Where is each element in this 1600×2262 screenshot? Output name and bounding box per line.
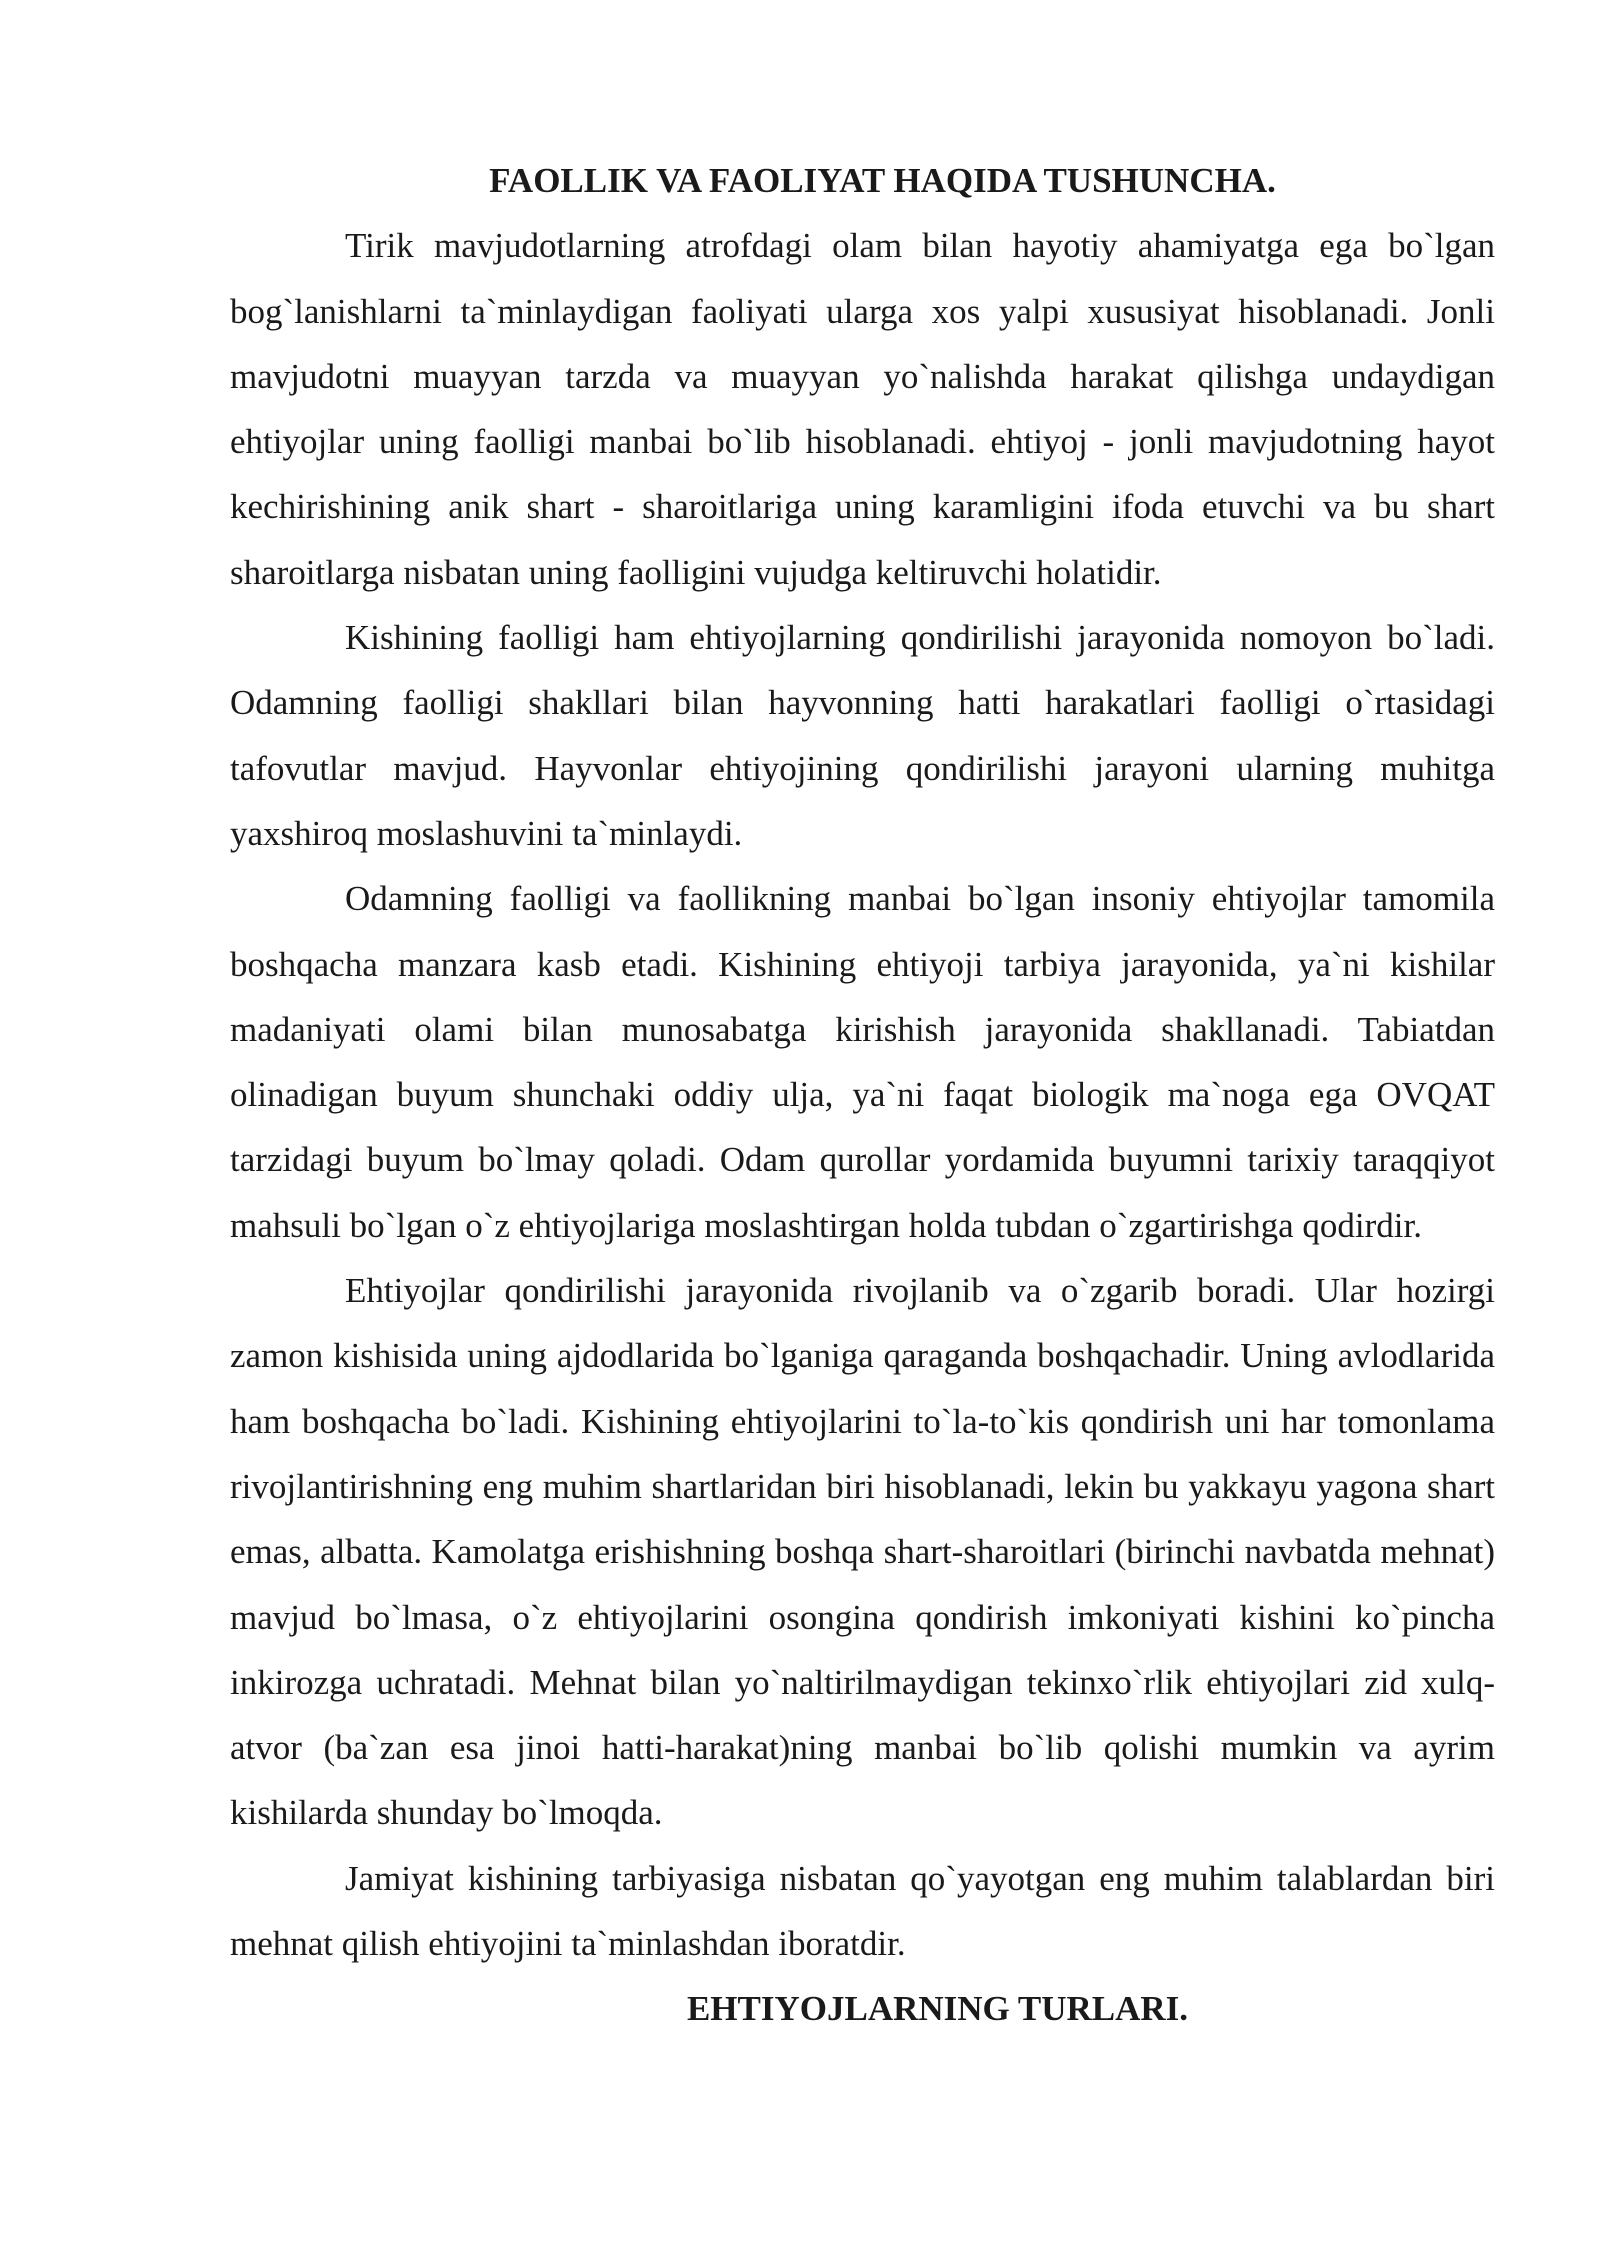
section-heading: EHTIYOJLARNING TURLARI. bbox=[686, 1989, 1189, 2029]
paragraph-4: Ehtiyojlar qondirilishi jarayonida rivojlanib va o`zgarib boradi. Ular hozirgi zamon kishisida uning ajdodlarida bo`lganiga qaraganda boshqachadir. Uning avlodlarida ham boshqacha bo`ladi. Kishining ehtiyojlarini to`la-to`kis qondirish uni har tomonlama rivojlantirishning eng muhim shartlaridan biri hisoblanadi, lekin bu yakkayu yagona shart emas, albatta. Kamolatga erishishning boshqa shart-sharoitlari (birinchi navbatda mehnat) mavjud bo`lmasa, o`z ehtiyojlarini osongina qondirish imkoniyati kishini ko`pincha inkirozga uchratadi. Mehnat bilan yo`naltirilmaydigan tekinxo`rlik ehtiyojlari zid xulq-atvor (ba`zan esa jinoi hatti-harakat)ning manbai bo`lib qolishi mumkin va ayrim kishilarda shunday bo`lmoqda. bbox=[230, 1271, 1495, 1833]
paragraph-3: Odamning faolligi va faollikning manbai bo`lgan insoniy ehtiyojlar tamomila boshqacha manzara kasb etadi. Kishining ehtiyoji tarbiya jarayonida, ya`ni kishilar madaniyati olami bilan munosabatga kirishish jarayonida shakllanadi. Tabiatdan olinadigan buyum shunchaki oddiy ulja, ya`ni faqat biologik ma`noga ega OVQAT tarzidagi buyum bo`lmay qoladi. Odam qurollar yordamida buyumni tarixiy taraqqiyot mahsuli bo`lgan o`z ehtiyojlariga moslashtirgan holda tubdan o`zgartirishga qodirdir. bbox=[230, 879, 1495, 1245]
paragraph-1: Tirik mavjudotlarning atrofdagi olam bilan hayotiy ahamiyatga ega bo`lgan bog`lanishlarni ta`minlaydigan faoliyati ularga xos yalpi xususiyat hisoblanadi. Jonli mavjudotni muayyan tarzda va muayyan yo`nalishda harakat qilishga undaydigan ehtiyojlar uning faolligi manbai bo`lib hisoblanadi. ehtiyoj - jonli mavjudotning hayot kechirishining anik shart - sharoitlariga uning karamligini ifoda etuvchi va bu shart sharoitlarga nisbatan uning faolligini vujudga keltiruvchi holatidir. bbox=[230, 226, 1495, 592]
document-title: FAOLLIK VA FAOLIYAT HAQIDA TUSHUNCHA. bbox=[489, 161, 1276, 200]
paragraph-5: Jamiyat kishining tarbiyasiga nisbatan qo`yayotgan eng muhim talablardan biri mehnat qilish ehtiyojini ta`minlashdan iboratdir. bbox=[230, 1858, 1495, 1964]
document-page bbox=[230, 148, 1495, 2042]
paragraph-2: Kishining faolligi ham ehtiyojlarning qondirilishi jarayonida nomoyon bo`ladi. Odamning faolligi shakllari bilan hayvonning hatti harakatlari faolligi o`rtasidagi tafovutlar mavjud. Hayvonlar ehtiyojining qondirilishi jarayoni ularning muhitga yaxshiroq moslashuvini ta`minlaydi. bbox=[230, 618, 1495, 853]
